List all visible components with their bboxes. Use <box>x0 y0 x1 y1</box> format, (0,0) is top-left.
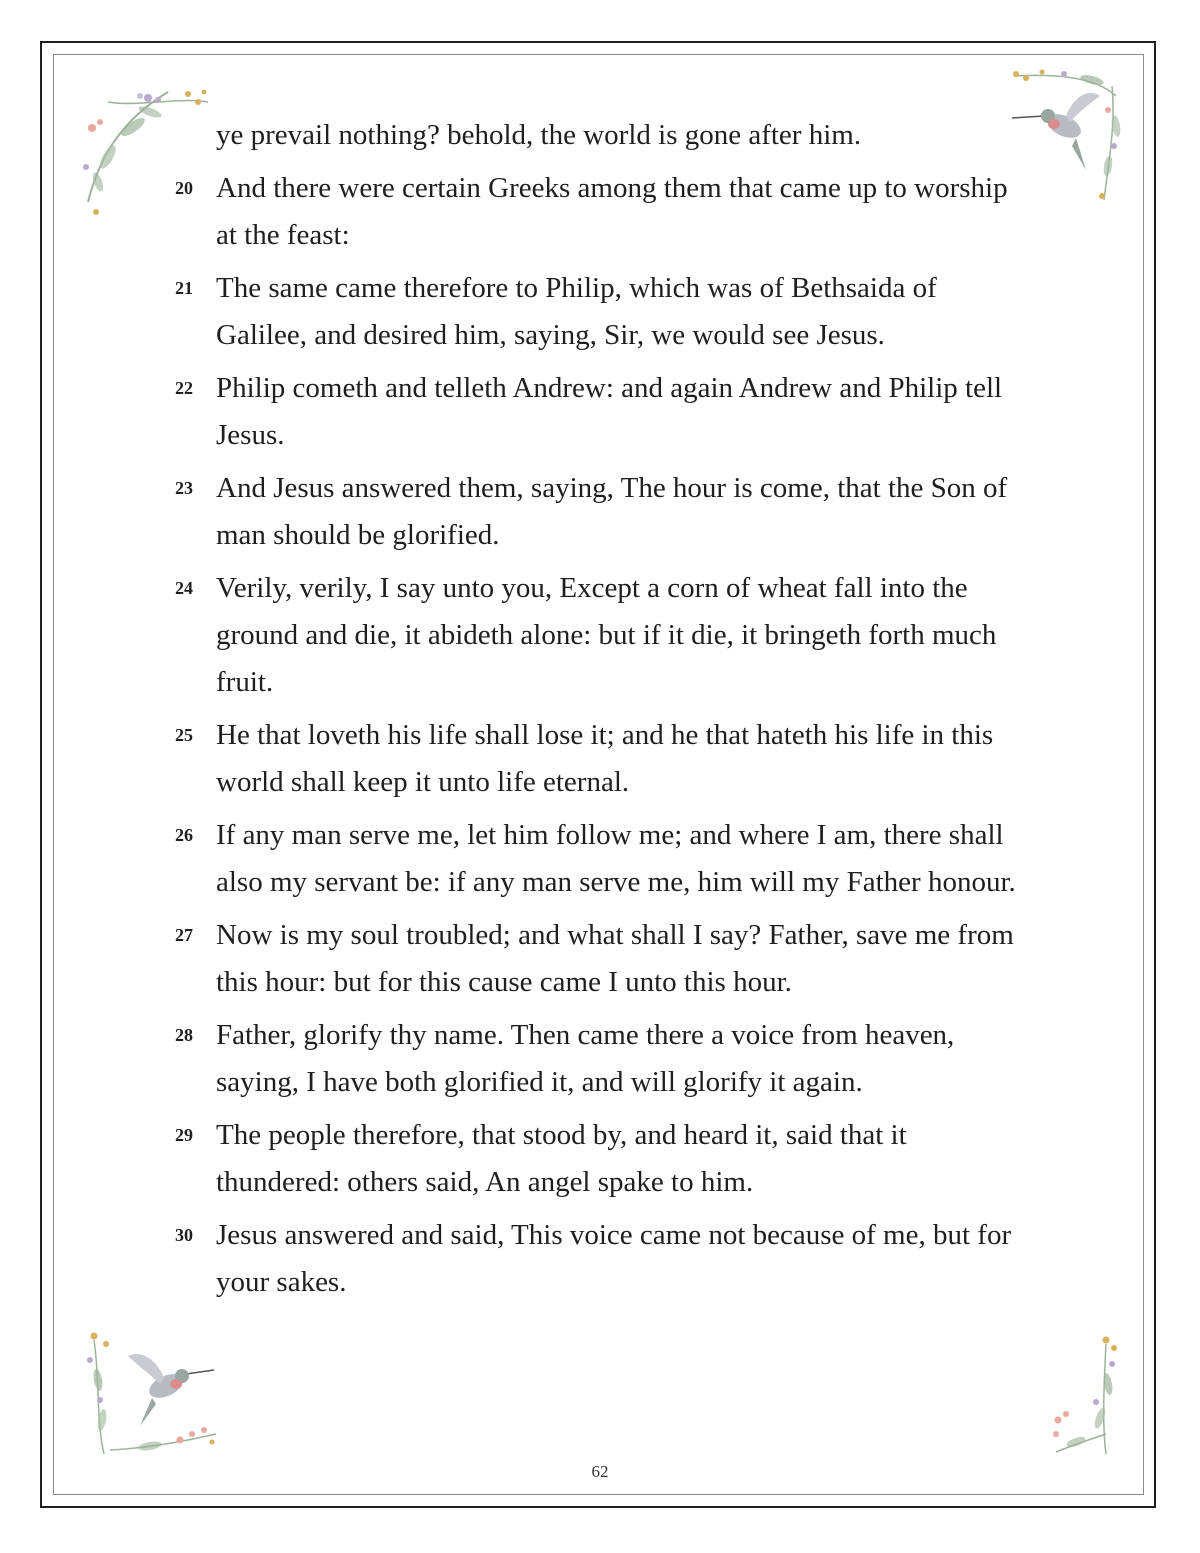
verse-29 <box>170 1112 1030 1206</box>
verse-list <box>170 112 1030 1312</box>
floral-corner-icon <box>1046 1334 1126 1458</box>
verse-number: 24 <box>175 578 193 598</box>
verse-number: 29 <box>175 1125 193 1145</box>
verse-continuation <box>170 112 1030 159</box>
verse-26 <box>170 812 1030 906</box>
floral-branch <box>1053 1337 1117 1455</box>
verse-number: 25 <box>175 725 193 745</box>
verse-text: If any man serve me, let him follow me; and where I am, there shall also my servant be: if any man serve me, him will my Father honour. <box>216 819 1016 898</box>
verse-text: Father, glorify thy name. Then came there a voice from heaven, saying, I have both glorified it, and will glorify it again. <box>216 1019 955 1098</box>
verse-23 <box>170 465 1030 559</box>
verse-number: 30 <box>175 1225 193 1245</box>
verse-25 <box>170 712 1030 806</box>
verse-text: He that loveth his life shall lose it; and he that hateth his life in this world shall keep it unto life eternal. <box>216 719 994 798</box>
verse-22 <box>170 365 1030 459</box>
verse-text: And Jesus answered them, saying, The hour is come, that the Son of man should be glorified. <box>216 472 1008 551</box>
verse-text: The same came therefore to Philip, which was of Bethsaida of Galilee, and desired him, saying, Sir, we would see Jesus. <box>216 272 937 351</box>
verse-20 <box>170 165 1030 259</box>
verse-text: Verily, verily, I say unto you, Except a corn of wheat fall into the ground and die, it abideth alone: but if it die, it bringeth forth much fruit. <box>216 572 997 698</box>
verse-text: Philip cometh and telleth Andrew: and again Andrew and Philip tell Jesus. <box>216 372 1003 451</box>
verse-text: ye prevail nothing? behold, the world is gone after him. <box>216 119 862 151</box>
verse-number: 27 <box>175 925 193 945</box>
verse-27 <box>170 912 1030 1006</box>
verse-number: 28 <box>175 1025 193 1045</box>
verse-text: The people therefore, that stood by, and heard it, said that it thundered: others said, An angel spake to him. <box>216 1119 907 1198</box>
verse-number: 23 <box>175 478 193 498</box>
verse-text: Jesus answered and said, This voice came not because of me, but for your sakes. <box>216 1219 1012 1298</box>
verse-28 <box>170 1012 1030 1106</box>
hummingbird-floral-icon <box>80 1330 220 1460</box>
verse-text: And there were certain Greeks among them that came up to worship at the feast: <box>216 172 1008 251</box>
verse-number: 22 <box>175 378 193 398</box>
verse-text: Now is my soul troubled; and what shall I say? Father, save me from this hour: but for this cause came I unto this hour. <box>216 919 1014 998</box>
verse-24 <box>170 565 1030 706</box>
hummingbird-icon <box>128 1354 214 1426</box>
verse-number: 26 <box>175 825 193 845</box>
verse-30 <box>170 1212 1030 1306</box>
verse-number: 20 <box>175 178 193 198</box>
verse-number: 21 <box>175 278 193 298</box>
verse-21 <box>170 265 1030 359</box>
page-number: 62 <box>591 1462 609 1481</box>
